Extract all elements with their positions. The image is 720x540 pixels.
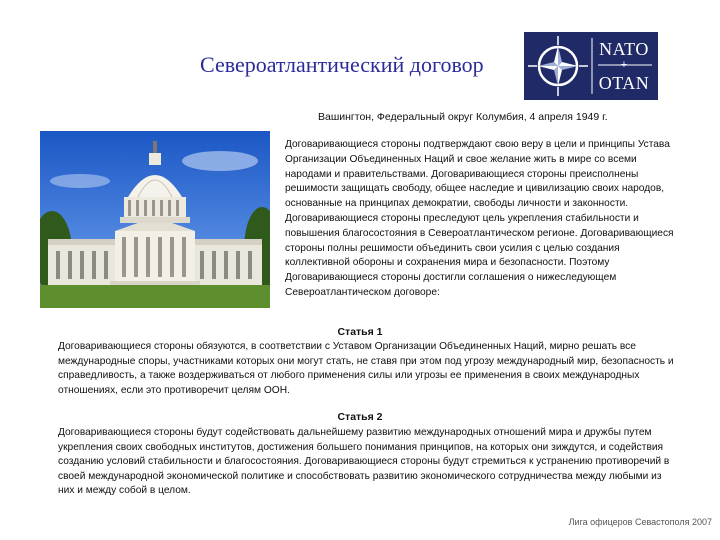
capitol-building-photo: [40, 131, 270, 308]
article-2-title: Статья 2: [337, 411, 383, 423]
footer-credit: Лига офицеров Севастополя 2007: [568, 517, 712, 527]
logo-separator: +: [620, 59, 628, 71]
otan-logo-text: OTAN: [598, 73, 650, 93]
preamble-text: Договаривающиеся стороны подтверждают свою веру в цели и принципы Устава Организации Объединенных Наций и свое желание жить в мире со всеми народами и правительствами. Договаривающиеся стороны преисполнены решимости защищать свободу, общее наследие и цивилизацию своих народов, основанные на принципах демократии, свободы личности и законности. Договаривающиеся стороны преследуют цель укрепления стабильности и повышения благосостояния в Североатлантическом регионе. Договаривающиеся стороны полны решимости объединить свои усилия с целью создания коллективной обороны и сохранения мира и безопасности. Поэтому Договаривающиеся стороны достигли соглашения о нижеследующем Североатлантическом договоре:: [285, 139, 674, 298]
nato-logo: [524, 32, 658, 100]
page-title: Североатлантический договор: [200, 52, 484, 77]
article-1-title: Статья 1: [337, 326, 383, 338]
capitol-icon: [40, 131, 270, 308]
place-date: Вашингтон, Федеральный округ Колумбия, 4 апреля 1949 г.: [318, 111, 608, 123]
nato-logo-text: NATO: [599, 39, 649, 59]
article-1-text: Договаривающиеся стороны обязуются, в соответствии с Уставом Организации Объединенных Наций, мирно решать все международные споры, участниками которых они могут стать, не ставя при этом под угрозу международный мир, безопасность и справедливость, а также воздерживаться от любого применения силы или угрозы ее применения в своих международных отношениях, если это противоречит целям ООН.: [58, 341, 674, 396]
article-2-text: Договаривающиеся стороны будут содействовать дальнейшему развитию международных отношений мира и дружбы путем укрепления своих свободных институтов, достижения большего понимания принципов, на которых они зиждутся, и содействия созданию условий стабильности и благосостояния. Договаривающиеся стороны будут стремиться к устранению противоречий в своей международной экономической политике и способствовать развитию экономического сотрудничества между любыми из них и между собой в целом.: [58, 427, 670, 497]
